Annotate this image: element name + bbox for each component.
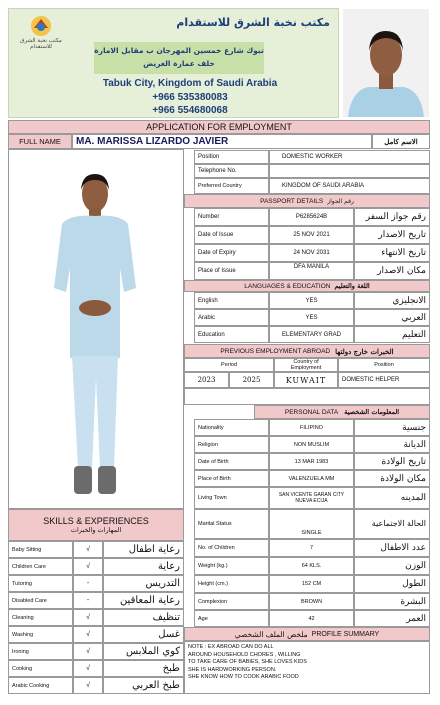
personal-row-label: Complexion — [194, 593, 269, 610]
profile-line: NOTE : EX ABROAD CAN DO ALL — [188, 644, 274, 650]
job-country-value: KINGDOM OF SAUDI ARABIA — [269, 178, 430, 194]
personal-row-value: BROWN — [269, 593, 354, 610]
agency-name-ar: مكتب نخبة الشرق للاستقدام — [176, 16, 330, 29]
skill-row-value: √ — [73, 677, 103, 694]
skill-row-label: Baby Sitting — [8, 541, 73, 558]
job-telephone-label: Telephone No. — [194, 164, 269, 178]
skill-row-label-ar: طبخ العربي — [103, 677, 184, 694]
personal-row-label-ar: الحالة الاجتماعية — [354, 509, 430, 539]
previous-employment-header-text: PREVIOUS EMPLOYMENT ABROAD — [220, 347, 331, 355]
passport-row-label: Date of Issue — [194, 226, 269, 244]
language-row-label-ar: الانجليزي — [354, 292, 430, 309]
skill-row-value: √ — [73, 558, 103, 575]
personal-row-label-ar: عدد الاطفال — [354, 539, 430, 557]
skill-row-value: √ — [73, 609, 103, 626]
applicant-full-body-photo — [40, 168, 150, 500]
skill-row-label: Arabic Cooking — [8, 677, 73, 694]
personal-row-label: Living Town — [194, 487, 269, 509]
passport-row-label-ar: تاريخ الانتهاء — [354, 244, 430, 262]
personal-row-label-ar: الديانة — [354, 436, 430, 453]
previous-employment-header-ar: الخبرات خارج دولتها — [335, 346, 394, 356]
skill-row-label-ar: رعاية — [103, 558, 184, 575]
previous-country-col: Country of Employment — [274, 358, 338, 372]
job-telephone-value — [269, 164, 430, 178]
passport-row-label: Place of Issue — [194, 262, 269, 280]
personal-row-value: 42 — [269, 610, 354, 627]
skills-header — [8, 509, 184, 541]
personal-row-value: FILIPINO — [269, 419, 354, 436]
personal-row-label: Height (cm.) — [194, 575, 269, 593]
languages-header-ar: اللغة والتعليم — [334, 282, 370, 290]
personal-row-label: Religion — [194, 436, 269, 453]
personal-row-value: 7 — [269, 539, 354, 557]
personal-row-value: VALENZUELA MM — [269, 470, 354, 487]
personal-row-label-ar: الوزن — [354, 557, 430, 575]
agency-phone-1: +966 535380083 — [152, 92, 228, 103]
language-row-label: Arabic — [194, 309, 269, 326]
skill-row-label-ar: طبخ — [103, 660, 184, 677]
skill-row-label-ar: كوي الملابس — [103, 643, 184, 660]
previous-period-col: Period — [184, 358, 274, 372]
personal-row-label: Marital Status — [194, 509, 269, 539]
personal-row-label-ar: مكان الولادة — [354, 470, 430, 487]
language-row-label: Education — [194, 326, 269, 343]
skill-row-value: √ — [73, 660, 103, 677]
profile-line: AROUND HOUSEHOLD CHORES , WILLING — [188, 651, 301, 658]
personal-header-ar: المعلومات الشخصية — [344, 408, 400, 416]
skill-row-label: Children Care — [8, 558, 73, 575]
logo-text: مكتب نخبة الشرق للاستقدام — [20, 38, 62, 50]
form-title: APPLICATION FOR EMPLOYMENT — [8, 120, 430, 134]
passport-row-value: DFA MANILA — [269, 262, 354, 280]
agency-address-ar-2: خلف عمارة الغريض — [143, 59, 215, 68]
language-row-value: YES — [269, 309, 354, 326]
skills-header-ar: المهارات والخبرات — [70, 526, 122, 534]
previous-position: DOMESTIC HELPER — [338, 372, 430, 388]
personal-row-label: Age — [194, 610, 269, 627]
full-name-label: FULL NAME — [8, 134, 72, 149]
skill-row-label-ar: غسل — [103, 626, 184, 643]
skill-row-label-ar: رعاية اطفال — [103, 541, 184, 558]
languages-header-text: LANGUAGES & EDUCATION — [244, 282, 331, 290]
profile-summary — [184, 641, 430, 694]
personal-row-value: 152 CM — [269, 575, 354, 593]
job-position-label: Position — [194, 150, 269, 164]
skill-row-label-ar: تنظيف — [103, 609, 184, 626]
personal-row-label: Weight (kg.) — [194, 557, 269, 575]
skill-row-label: Cooking — [8, 660, 73, 677]
full-name-value: MA. MARISSA LIZARDO JAVIER — [72, 134, 372, 149]
job-position-value: DOMESTIC WORKER — [269, 150, 430, 164]
passport-header-text: PASSPORT DETAILS — [260, 197, 324, 205]
passport-row-label: Number — [194, 208, 269, 226]
skill-row-label-ar: رعاية المعاقين — [103, 592, 184, 609]
personal-row-value: 13 MAR 1983 — [269, 453, 354, 470]
passport-row-label-ar: تاريخ الاصدار — [354, 226, 430, 244]
language-row-value: YES — [269, 292, 354, 309]
job-country-label: Preferred Country — [194, 178, 269, 194]
personal-row-label: Nationality — [194, 419, 269, 436]
skill-row-value: - — [73, 575, 103, 592]
passport-header-ar: رقم الجواز — [327, 197, 354, 205]
profile-header — [184, 627, 430, 641]
previous-country: KUWAIT — [274, 372, 338, 388]
profile-line: SHE KNOW HOW TO COOK ARABIC FOOD — [188, 674, 299, 680]
skill-row-value: - — [73, 592, 103, 609]
agency-phone-2: +966 554680068 — [152, 105, 228, 116]
skill-row-label: Ironing — [8, 643, 73, 660]
language-row-label: English — [194, 292, 269, 309]
profile-header-text: PROFILE SUMMARY — [311, 630, 380, 638]
skill-row-label: Tutoring — [8, 575, 73, 592]
passport-header — [184, 194, 430, 208]
skill-row-value: √ — [73, 643, 103, 660]
skill-row-label: Cleaning — [8, 609, 73, 626]
personal-spacer — [184, 388, 430, 405]
profile-line: TO TAKE CARE OF BABIES, SHE LOVES KIDS — [188, 659, 307, 665]
profile-line: SHE IS HARDWORKING PERSON. — [188, 666, 277, 673]
passport-row-value: 24 NOV 2031 — [269, 244, 354, 262]
personal-row-value: NON MUSLIM — [269, 436, 354, 453]
personal-row-value: SINGLE — [269, 509, 354, 539]
passport-row-value: P6285624B — [269, 208, 354, 226]
previous-period-to: 2025 — [229, 372, 274, 388]
personal-row-label: Place of Birth — [194, 470, 269, 487]
passport-row-label: Date of Expiry — [194, 244, 269, 262]
skill-row-label: Disabled Care — [8, 592, 73, 609]
personal-row-label-ar: البشرة — [354, 593, 430, 610]
passport-row-label-ar: مكان الاصدار — [354, 262, 430, 280]
skill-row-label-ar: التدريس — [103, 575, 184, 592]
personal-row-label-ar: المدينه — [354, 487, 430, 509]
personal-row-label-ar: جنسية — [354, 419, 430, 436]
skill-row-value: √ — [73, 626, 103, 643]
agency-address-ar-1: تبوك شارع خمسين المهرجان ب مقابل الامارة — [94, 46, 264, 55]
language-row-label-ar: العربي — [354, 309, 430, 326]
personal-row-label: No. of Children — [194, 539, 269, 557]
passport-row-value: 25 NOV 2021 — [269, 226, 354, 244]
full-name-label-ar: الاسم كامل — [372, 134, 430, 149]
agency-city: Tabuk City, Kingdom of Saudi Arabia — [102, 78, 278, 89]
agency-logo — [12, 14, 70, 50]
personal-row-value: SAN VICENTE GARAN CITY NUEVA ECIJA — [269, 487, 354, 509]
personal-header-text: PERSONAL DATA — [284, 408, 339, 416]
passport-row-label-ar: رقم جواز السفر — [354, 208, 430, 226]
personal-row-label-ar: العمر — [354, 610, 430, 627]
personal-row-label: Date of Birth — [194, 453, 269, 470]
previous-period-from: 2023 — [184, 372, 229, 388]
skills-header-text: SKILLS & EXPERIENCES — [43, 516, 149, 526]
profile-header-ar: ملخص الملف الشخصي — [234, 629, 308, 639]
personal-row-label-ar: تاريخ الولادة — [354, 453, 430, 470]
previous-position-col: Position — [338, 358, 430, 372]
language-row-label-ar: التعليم — [354, 326, 430, 343]
previous-employment-header — [184, 344, 430, 358]
personal-row-value: 64 KLS. — [269, 557, 354, 575]
skill-row-label: Washing — [8, 626, 73, 643]
applicant-headshot — [343, 9, 429, 117]
skill-row-value: √ — [73, 541, 103, 558]
language-row-value: ELEMENTARY GRAD — [269, 326, 354, 343]
personal-row-label-ar: الطول — [354, 575, 430, 593]
languages-header — [184, 280, 430, 292]
personal-header — [254, 405, 430, 419]
